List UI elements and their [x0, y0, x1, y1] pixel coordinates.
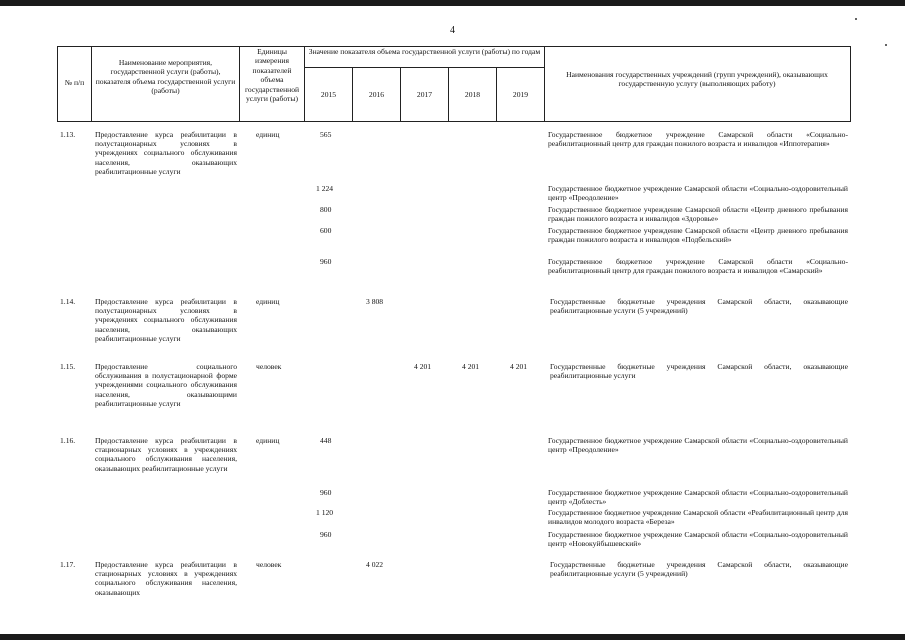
value-2015: 600 — [320, 226, 332, 235]
header-col-name: Наименование мероприятия, государственной услуги (работы), показателя объема государственной услуги (работы) — [95, 58, 236, 96]
institution-name: Государственное бюджетное учреждение Самарской области «Социально-реабилитационный центр для граждан пожилого возраста и инвалидов «Иппотерапия» — [548, 130, 848, 149]
row-number: 1.13. — [60, 130, 76, 139]
header-col-values: Значение показателя объема государственной услуги (работы) по годам — [308, 47, 541, 56]
scan-top-border — [0, 0, 905, 6]
value-2015: 565 — [320, 130, 332, 139]
institution-name: Государственное бюджетное учреждение Самарской области «Социально-оздоровительный центр «Преодоление» — [548, 436, 848, 455]
value-2015: 448 — [320, 436, 332, 445]
header-year-2015: 2015 — [320, 90, 337, 99]
header-col-institutions: Наименования государственных учреждений (групп учреждений), оказывающих государственную услугу (выполняющих работу) — [566, 70, 828, 89]
header-year-2019: 2019 — [512, 90, 529, 99]
value-2015: 960 — [320, 530, 332, 539]
value-2016: 3 808 — [366, 297, 384, 306]
scan-bottom-border — [0, 634, 905, 640]
value-2018: 4 201 — [462, 362, 480, 371]
row-name: Предоставление курса реабилитации в полустационарных условиях в учреждениях социального обслуживания населения, оказывающих реабилитационные услуги — [95, 130, 237, 176]
institution-name: Государственные бюджетные учреждения Самарской области, оказывающие реабилитационные услуги — [550, 362, 848, 381]
row-unit: единиц — [256, 436, 280, 445]
institution-name: Государственные бюджетные учреждения Самарской области, оказывающие реабилитационные услуги (5 учреждений) — [550, 560, 848, 579]
scan-speck — [855, 18, 857, 20]
row-name: Предоставление курса реабилитации в полустационарных условиях в учреждениях социального обслуживания населения, оказывающих реабилитационные услуги — [95, 297, 237, 343]
value-2015: 800 — [320, 205, 332, 214]
institution-name: Государственные бюджетные учреждения Самарской области, оказывающие реабилитационные услуги (5 учреждений) — [550, 297, 848, 316]
row-number: 1.15. — [60, 362, 76, 371]
header-year-2018: 2018 — [464, 90, 481, 99]
header-col-number: № п/п — [64, 78, 85, 87]
institution-name: Государственное бюджетное учреждение Самарской области «Реабилитационный центр для инвалидов молодого возраста «Береза» — [548, 508, 848, 527]
header-border — [239, 46, 240, 122]
row-name: Предоставление курса реабилитации в стационарных условиях в учреждениях социального обслуживания населения, оказывающих — [95, 560, 237, 597]
header-col-unit: Единицы измерения показателей объема государственной услуги (работы) — [244, 47, 300, 104]
row-name: Предоставление социального обслуживания в полустационарной форме учреждениями социального обслуживания населения, оказывающими реабилитационные услуги — [95, 362, 237, 408]
header-year-2017: 2017 — [416, 90, 433, 99]
row-number: 1.17. — [60, 560, 76, 569]
header-years-rule — [304, 67, 544, 68]
header-border — [304, 46, 305, 122]
value-2015: 960 — [320, 488, 332, 497]
row-unit: человек — [256, 362, 282, 371]
institution-name: Государственное бюджетное учреждение Самарской области «Центр дневного пребывания граждан пожилого возраста и инвалидов «Здоровье» — [548, 205, 848, 224]
institution-name: Государственное бюджетное учреждение Самарской области «Социально-оздоровительный центр «Новокуйбышевский» — [548, 530, 848, 549]
institution-name: Государственное бюджетное учреждение Самарской области «Центр дневного пребывания граждан пожилого возраста и инвалидов «Подбельский» — [548, 226, 848, 245]
value-2015: 960 — [320, 257, 332, 266]
row-number: 1.14. — [60, 297, 76, 306]
institution-name: Государственное бюджетное учреждение Самарской области «Социально-оздоровительный центр «Преодоление» — [548, 184, 848, 203]
value-2017: 4 201 — [414, 362, 432, 371]
row-unit: единиц — [256, 297, 280, 306]
value-2015: 1 120 — [316, 508, 334, 517]
page-number: 4 — [450, 25, 455, 36]
value-2019: 4 201 — [510, 362, 528, 371]
row-number: 1.16. — [60, 436, 76, 445]
header-border — [91, 46, 92, 122]
scan-speck — [885, 44, 887, 46]
header-year-2016: 2016 — [368, 90, 385, 99]
institution-name: Государственное бюджетное учреждение Самарской области «Социально-оздоровительный центр «Доблесть» — [548, 488, 848, 507]
row-unit: человек — [256, 560, 282, 569]
header-border — [850, 46, 851, 122]
header-border — [544, 46, 545, 122]
value-2015: 1 224 — [316, 184, 334, 193]
value-2016: 4 022 — [366, 560, 384, 569]
header-bottom-rule — [57, 121, 851, 122]
row-name: Предоставление курса реабилитации в стационарных условиях в учреждениях социального обслуживания населения, оказывающих реабилитационные услуги — [95, 436, 237, 473]
institution-name: Государственное бюджетное учреждение Самарской области «Социально-реабилитационный центр для граждан пожилого возраста и инвалидов «Самарский» — [548, 257, 848, 276]
row-unit: единиц — [256, 130, 280, 139]
